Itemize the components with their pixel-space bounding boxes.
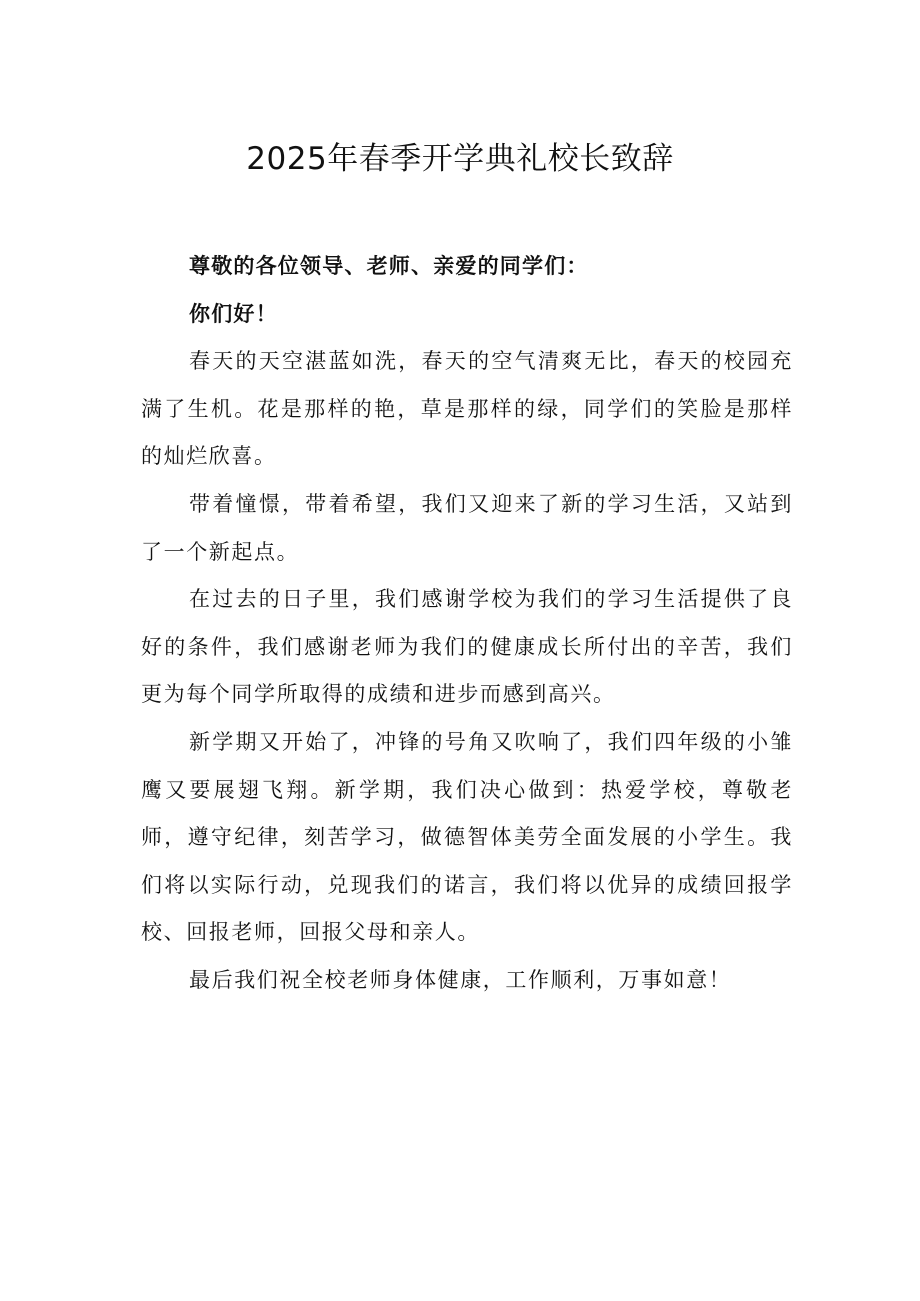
document-title: 2025年春季开学典礼校长致辞 bbox=[246, 141, 674, 177]
paragraph-2: 带着憧憬，带着希望，我们又迎来了新的学习生活，又站到了一个新起点。 bbox=[141, 491, 793, 564]
paragraph-5: 最后我们祝全校老师身体健康，工作顺利，万事如意！ bbox=[189, 967, 732, 992]
paragraph-1: 春天的天空湛蓝如洗，春天的空气清爽无比，春天的校园充满了生机。花是那样的艳，草是那样的绿，同学们的笑脸是那样的灿烂欣喜。 bbox=[141, 349, 793, 469]
document-body bbox=[141, 243, 793, 1005]
paragraph-3: 在过去的日子里，我们感谢学校为我们的学习生活提供了良好的条件，我们感谢老师为我们的健康成长所付出的辛苦，我们更为每个同学所取得的成绩和进步而感到高兴。 bbox=[141, 587, 793, 707]
salutation: 尊敬的各位领导、老师、亲爱的同学们： bbox=[189, 254, 589, 278]
paragraph-4: 新学期又开始了，冲锋的号角又吹响了，我们四年级的小雏鹰又要展翅飞翔。新学期，我们决心做到：热爱学校，尊敬老师，遵守纪律，刻苦学习，做德智体美劳全面发展的小学生。我们将以实际行动，兑现我们的诺言，我们将以优异的成绩回报学校、回报老师，回报父母和亲人。 bbox=[141, 729, 793, 945]
greeting: 你们好！ bbox=[189, 301, 278, 326]
